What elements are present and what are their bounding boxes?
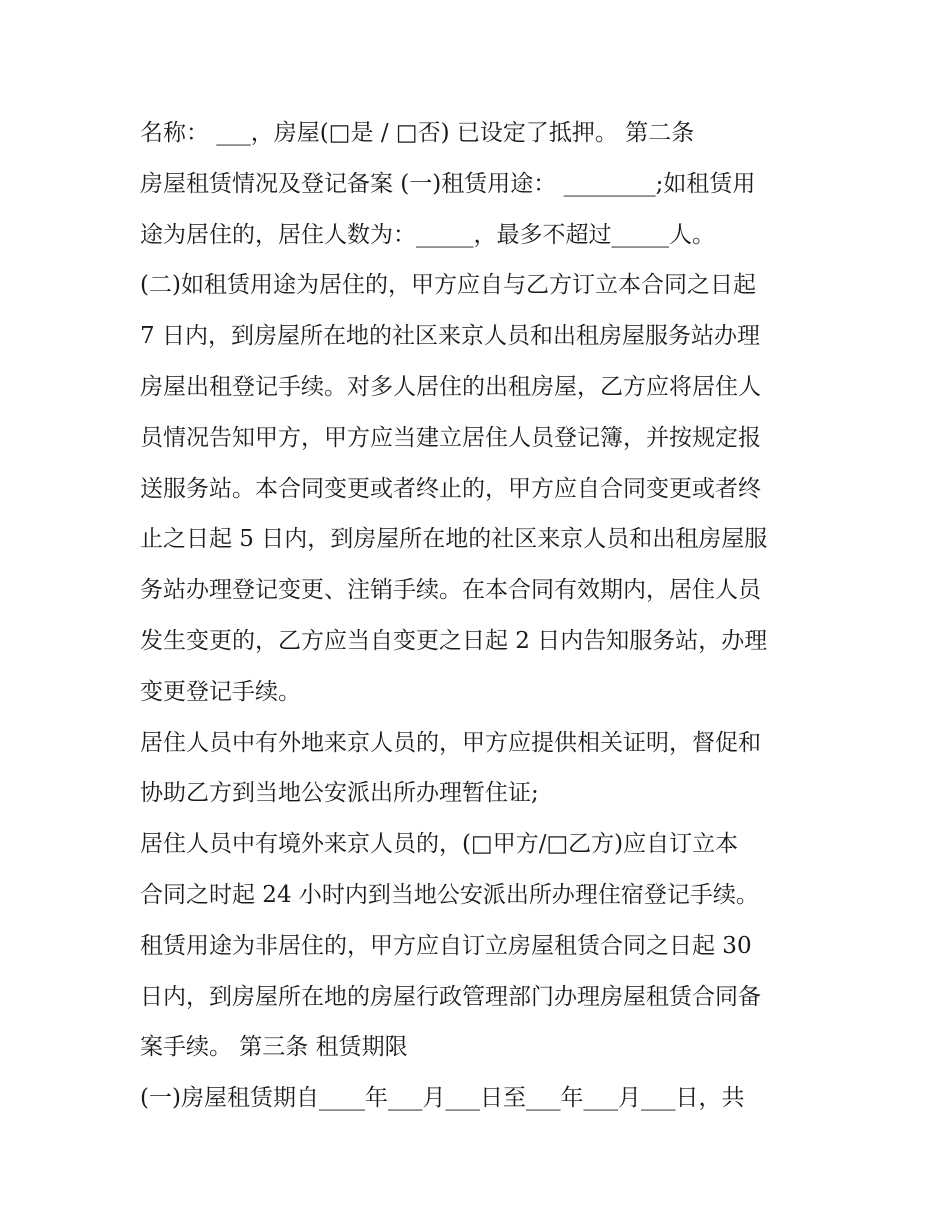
text-line: 居住人员中有外地来京人员的，甲方应提供相关证明，督促和 (140, 729, 761, 756)
text-line: 送服务站。本合同变更或者终止的，甲方应自合同变更或者终 (140, 475, 761, 502)
text-line: 发生变更的，乙方应当自变更之日起 2 日内告知服务站，办理 (140, 627, 768, 654)
text-line: 居住人员中有境外来京人员的，(□甲方/□乙方)应自订立本 (140, 831, 739, 858)
text-line: 变更登记手续。 (140, 678, 301, 705)
text-line: 途为居住的，居住人数为：_____，最多不超过_____人。 (140, 221, 715, 248)
text-line: 名称： ___，房屋(□是 / □否) 已设定了抵押。 第二条 (140, 120, 695, 146)
text-line: 日内，到房屋所在地的房屋行政管理部门办理房屋租赁合同备 (140, 983, 761, 1010)
text-line: 房屋租赁情况及登记备案 (一)租赁用途： ________;如租赁用 (140, 170, 756, 197)
text-line: 7 日内，到房屋所在地的社区来京人员和出租房屋服务站办理 (140, 323, 760, 350)
text-line: 止之日起 5 日内，到房屋所在地的社区来京人员和出租房屋服 (140, 526, 768, 553)
text-line: 务站办理登记变更、注销手续。在本合同有效期内，居住人员 (140, 577, 761, 604)
text-line: (一)房屋租赁期自____年___月___日至___年___月___日，共 (140, 1085, 745, 1112)
document-body (140, 108, 830, 1124)
text-line: 合同之时起 24 小时内到当地公安派出所办理住宿登记手续。 (140, 881, 759, 908)
text-line: 租赁用途为非居住的，甲方应自订立房屋租赁合同之日起 30 (140, 932, 752, 959)
text-line: (二)如租赁用途为居住的，甲方应自与乙方订立本合同之日起 (140, 272, 756, 299)
text-line: 房屋出租登记手续。对多人居住的出租房屋，乙方应将居住人 (140, 373, 761, 400)
text-line: 员情况告知甲方，甲方应当建立居住人员登记簿，并按规定报 (140, 424, 761, 451)
text-line: 协助乙方到当地公安派出所办理暂住证; (140, 780, 539, 807)
text-line: 案手续。 第三条 租赁期限 (140, 1034, 408, 1061)
